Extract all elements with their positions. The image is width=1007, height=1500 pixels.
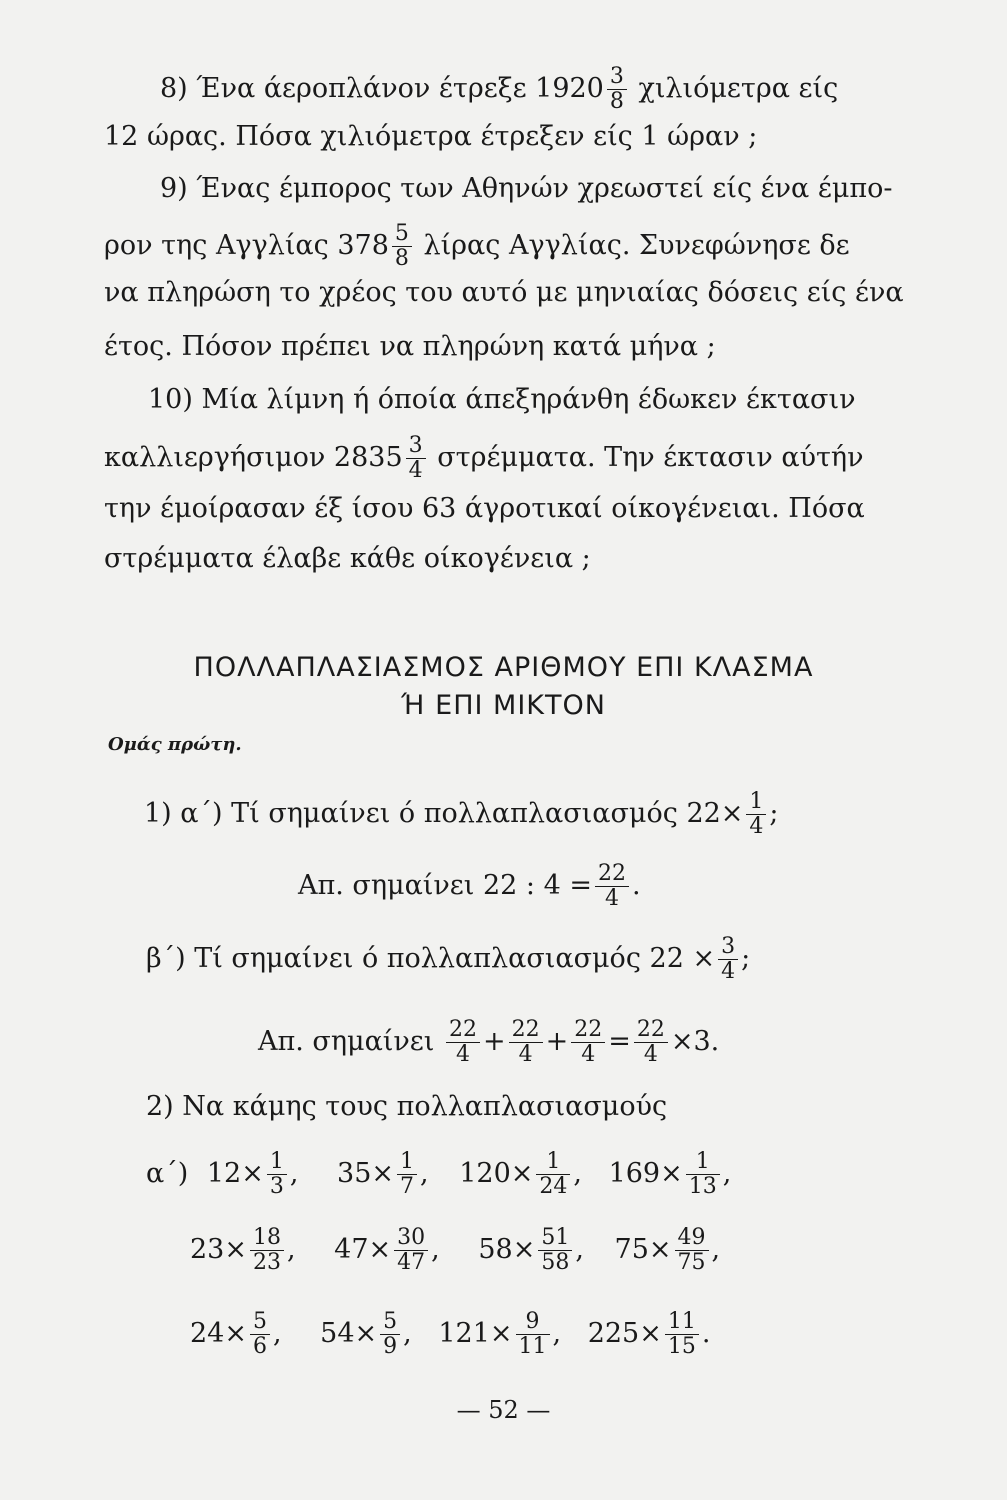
q1-a-question: 1) α΄) Τί σημαίνει ό πολλαπλασιασμός 22× $\frac{1}{4}$ ; (144, 789, 779, 839)
problem-10-line-2 (104, 434, 864, 483)
fraction: $\frac{1}{7}$ (397, 1150, 417, 1199)
exercise: 169× $\frac{1}{13}$ , (608, 1149, 732, 1199)
problem-10-text-end: στρέμματα. Την έκτασιν αύτήν (437, 442, 864, 473)
fraction: $\frac{1}{4}$ (746, 790, 766, 839)
exercise: 24× $\frac{5}{6}$ , (190, 1309, 282, 1359)
exercise: 120× $\frac{1}{24}$ , (459, 1149, 582, 1199)
exercise: 225× $\frac{11}{15}$ . (587, 1309, 711, 1359)
problem-9-line-3: να πληρώση το χρέος του αυτό με μηνιαίας δόσεις είς ένα (104, 277, 904, 308)
exercise: 12× $\frac{1}{3}$ , (206, 1149, 299, 1199)
fraction: $\frac{30}{47}$ (394, 1226, 428, 1275)
q2-row-2 (190, 1226, 720, 1275)
fraction: $\frac{22}{4}$ (446, 1018, 480, 1067)
page-number: — 52 — (456, 1396, 551, 1424)
exercise: 47× $\frac{30}{47}$ , (334, 1225, 440, 1275)
exercise: 58× $\frac{51}{58}$ , (478, 1225, 584, 1275)
q1-a-answer: Απ. σημαίνει 22 : 4 = $\frac{22}{4}$ . (298, 861, 641, 911)
q2-row-1 (146, 1150, 731, 1199)
q1-a-text: 1) α΄) Τί σημαίνει ό πολλαπλασιασμός 22× (144, 798, 744, 829)
q1-a-answer-text: Απ. σημαίνει 22 : 4 = (298, 870, 592, 901)
problem-9-line-2 (104, 222, 850, 271)
problem-10-line-4: στρέμματα έλαβε κάθε οίκογένεια ; (104, 543, 591, 574)
fraction: $\frac{11}{15}$ (665, 1310, 699, 1359)
problem-9-line-4: έτος. Πόσον πρέπει να πληρώνη κατά μήνα ; (104, 331, 716, 362)
section-heading-line-1: ΠΟΛΛΑΠΛΑΣΙΑΣΜΟΣ ΑΡΙΘΜΟΥ ΕΠΙ ΚΛΑΣΜΑ (193, 652, 814, 683)
exercise: 23× $\frac{18}{23}$ , (190, 1225, 296, 1275)
exercise: 35× $\frac{1}{7}$ , (337, 1149, 429, 1199)
problem-9-text-end: λίρας Αγγλίας. Συνεφώνησε δε (423, 230, 850, 261)
fraction: $\frac{5}{6}$ (250, 1310, 270, 1359)
exercise: 54× $\frac{5}{9}$ , (320, 1309, 412, 1359)
fraction: $\frac{22}{4}$ (634, 1018, 668, 1067)
fraction: $\frac{3}{8}$ (607, 65, 627, 114)
problem-9-text: ρον της Αγγλίας 378 (104, 230, 389, 261)
q2-label: α΄) (146, 1158, 189, 1189)
fraction: $\frac{5}{9}$ (380, 1310, 400, 1359)
q1-b-question: β΄) Τί σημαίνει ό πολλαπλασιασμός 22 × $\frac{3}{4}$ ; (146, 934, 751, 984)
problem-8-line-1 (160, 65, 838, 114)
fraction: $\frac{3}{4}$ (406, 434, 426, 483)
fraction: $\frac{22}{4}$ (509, 1018, 543, 1067)
q1-b-answer: Απ. σημαίνει $\frac{22}{4}$ + $\frac{22}{4}$ + $\frac{22}{4}$ = $\frac{22}{4}$ ×3. (258, 1017, 720, 1067)
fraction: $\frac{3}{4}$ (718, 935, 738, 984)
exercise: 75× $\frac{49}{75}$ , (614, 1225, 721, 1275)
problem-8-text-end: χιλιόμετρα είς (638, 73, 839, 104)
fraction: $\frac{9}{11}$ (516, 1310, 550, 1359)
exercise: 121× $\frac{9}{11}$ , (438, 1309, 562, 1359)
fraction: $\frac{22}{4}$ (595, 862, 629, 911)
q1-b-answer-text: Απ. σημαίνει (258, 1026, 435, 1057)
fraction: $\frac{51}{58}$ (538, 1226, 572, 1275)
group-label: Ομάς πρώτη. (108, 734, 242, 755)
fraction: $\frac{5}{8}$ (392, 222, 412, 271)
problem-10-text: καλλιεργήσιμον 2835 (104, 442, 403, 473)
fraction: $\frac{1}{24}$ (536, 1150, 570, 1199)
problem-8-line-2: 12 ώρας. Πόσα χιλιόμετρα έτρεξεν είς 1 ώραν ; (104, 121, 758, 152)
fraction: $\frac{18}{23}$ (250, 1226, 284, 1275)
problem-9-line-1: 9) Ένας έμπορος των Αθηνών χρεωστεί είς ένα έμπο- (160, 173, 893, 204)
fraction: $\frac{22}{4}$ (571, 1018, 605, 1067)
fraction: $\frac{1}{13}$ (686, 1150, 720, 1199)
q2-row-3 (190, 1310, 710, 1359)
fraction: $\frac{1}{3}$ (267, 1150, 287, 1199)
problem-10-line-3: την έμοίρασαν έξ ίσου 63 άγροτικαί οίκογένειαι. Πόσα (104, 493, 865, 524)
q2-intro: 2) Να κάμης τους πολλαπλασιασμούς (146, 1091, 668, 1122)
fraction: $\frac{49}{75}$ (675, 1226, 709, 1275)
q1-b-text: β΄) Τί σημαίνει ό πολλαπλασιασμός 22 × (146, 943, 716, 974)
section-heading-line-2: Ή ΕΠΙ ΜΙΚΤΟΝ (401, 690, 606, 721)
problem-8-text: 8) Ένα άεροπλάνον έτρεξε 1920 (160, 73, 604, 104)
problem-10-line-1: 10) Μία λίμνη ή όποία άπεξηράνθη έδωκεν έκτασιν (148, 384, 856, 415)
